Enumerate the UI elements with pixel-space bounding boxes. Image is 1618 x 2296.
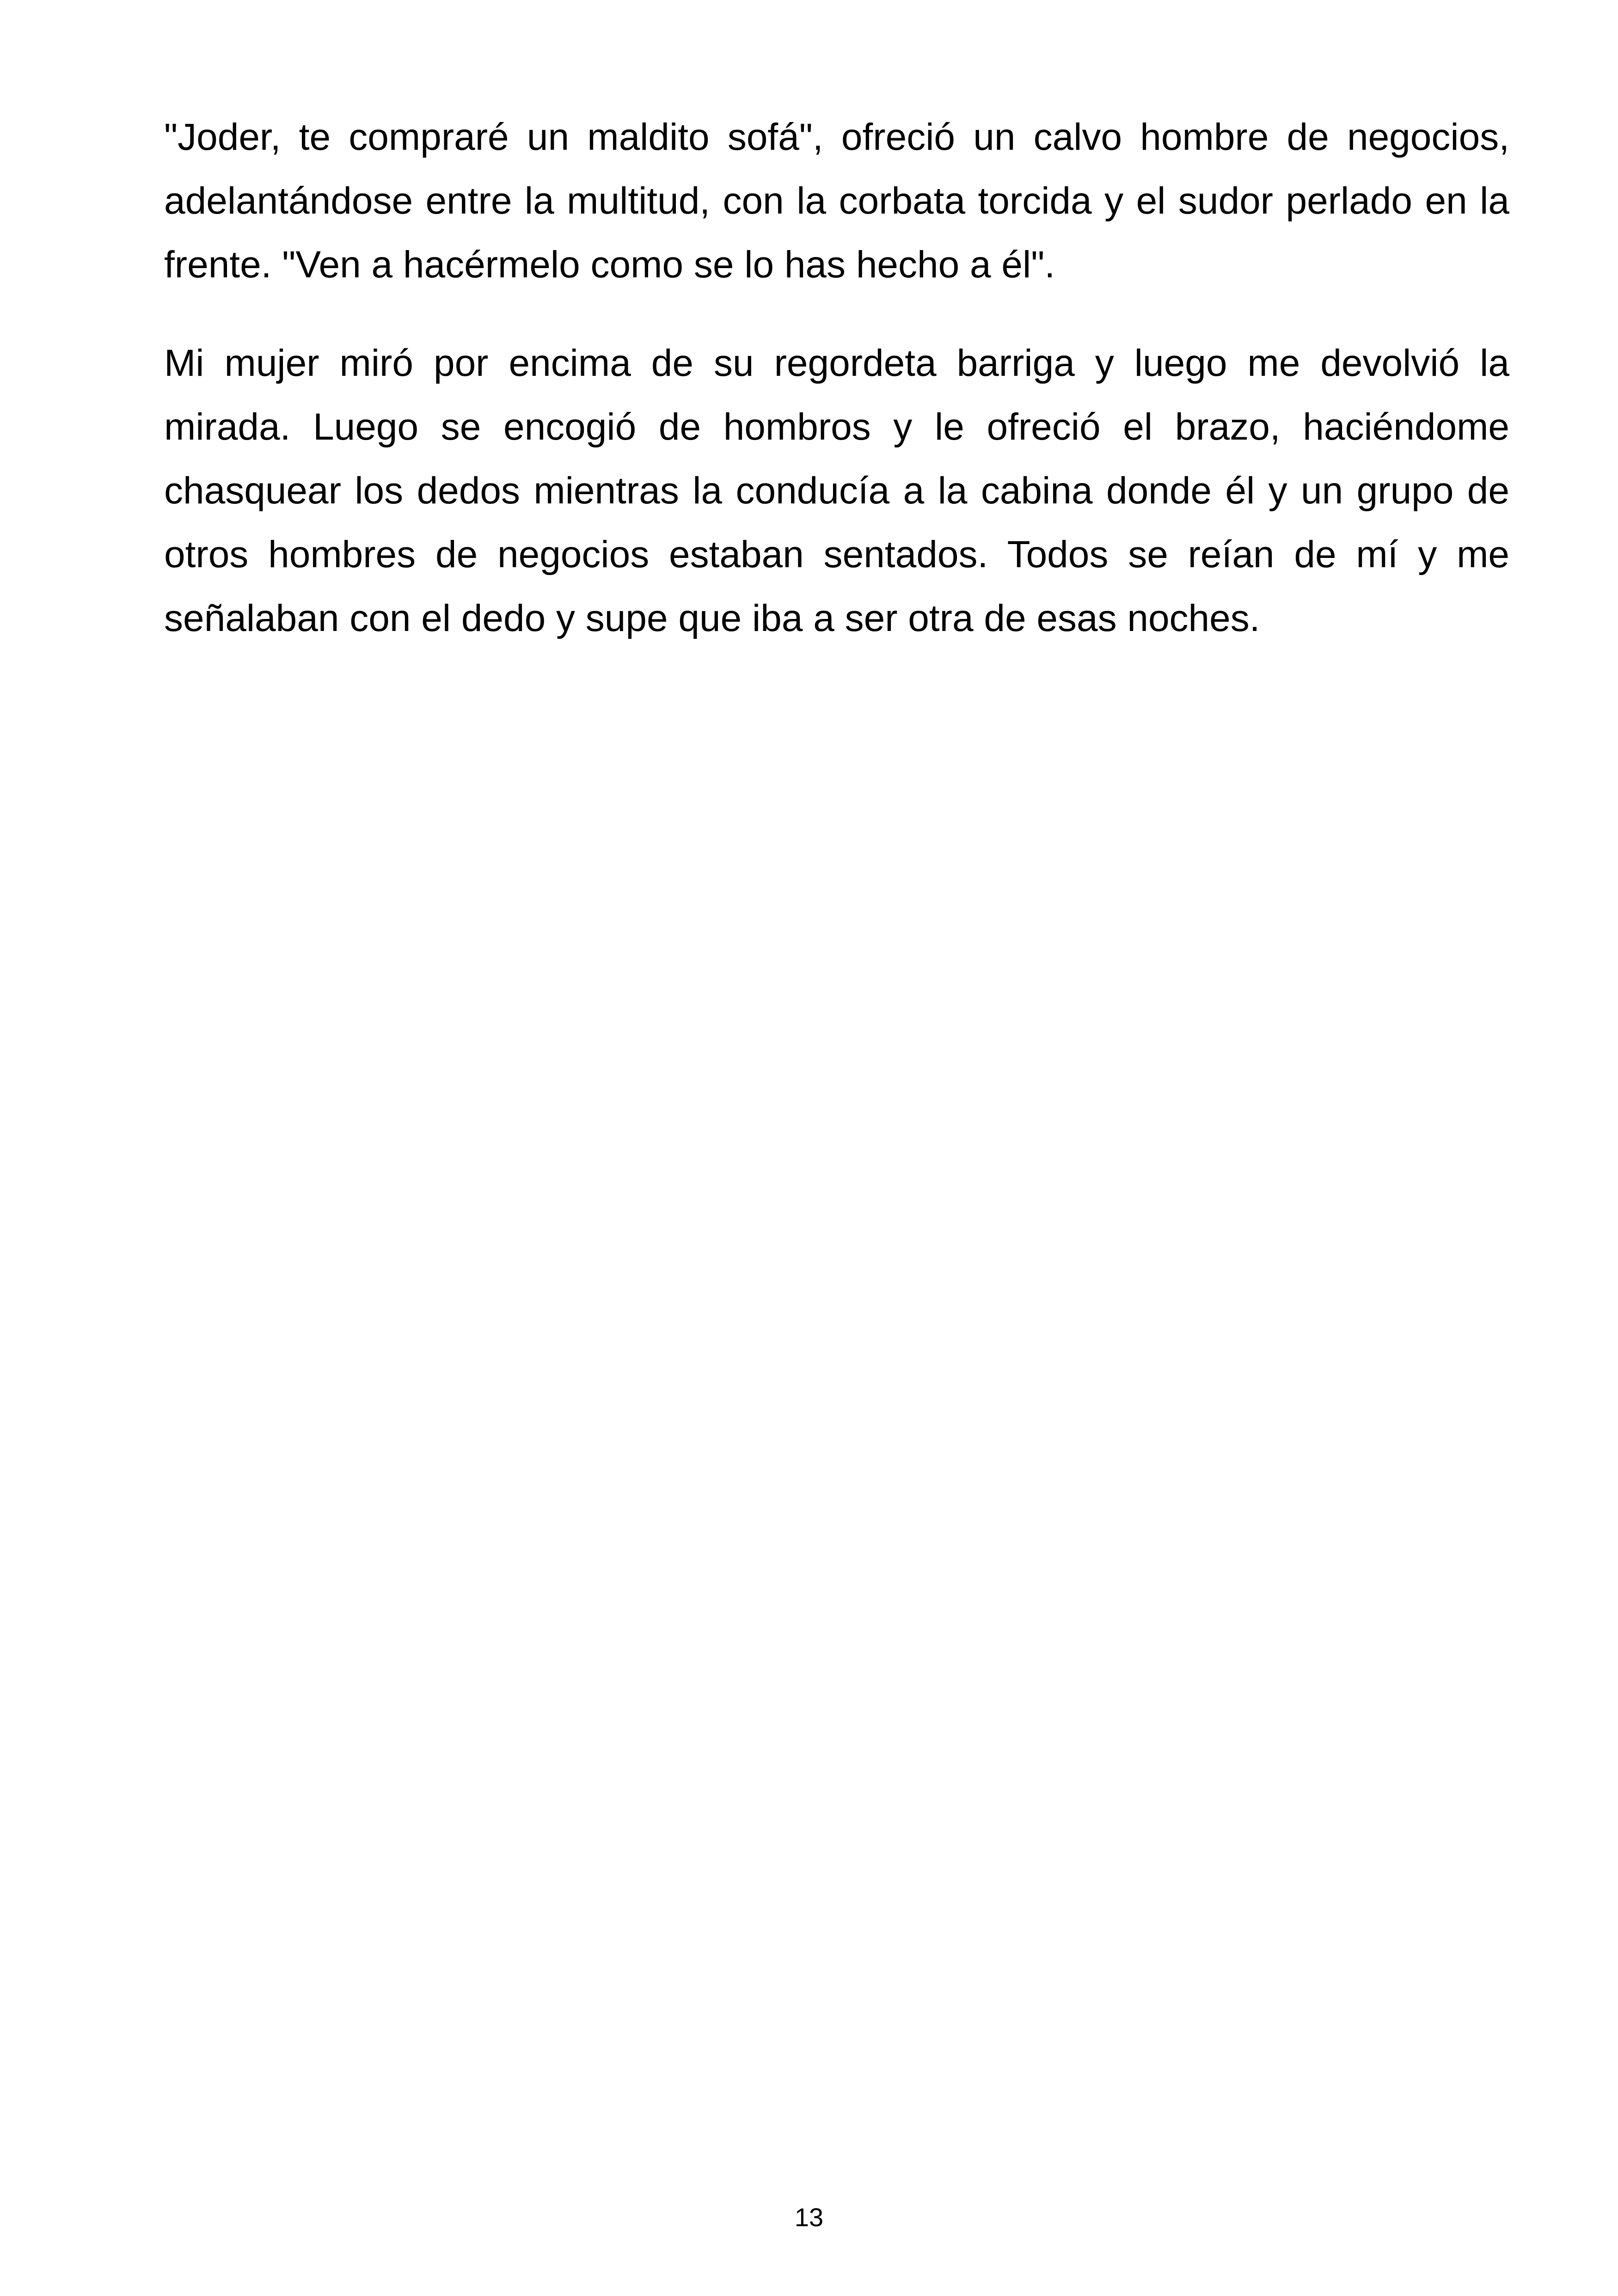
page-number: 13 — [794, 2203, 824, 2232]
body-text — [164, 105, 1509, 685]
paragraph-2: Mi mujer miró por encima de su regordeta barriga y luego me devolvió la mirada. Luego se encogió de hombros y le ofreció el brazo, haciéndome chasquear los dedos mientras la conducía a la cabina donde él y un grupo de otros hombres de negocios estaban sentados. Todos se reían de mí y me señalaban con el dedo y supe que iba a ser otra de esas noches. — [164, 342, 1509, 639]
paragraph-1: "Joder, te compraré un maldito sofá", ofreció un calvo hombre de negocios, adelantándose entre la multitud, con la corbata torcida y el sudor perlado en la frente. "Ven a hacérmelo como se lo has hecho a él". — [164, 116, 1509, 286]
